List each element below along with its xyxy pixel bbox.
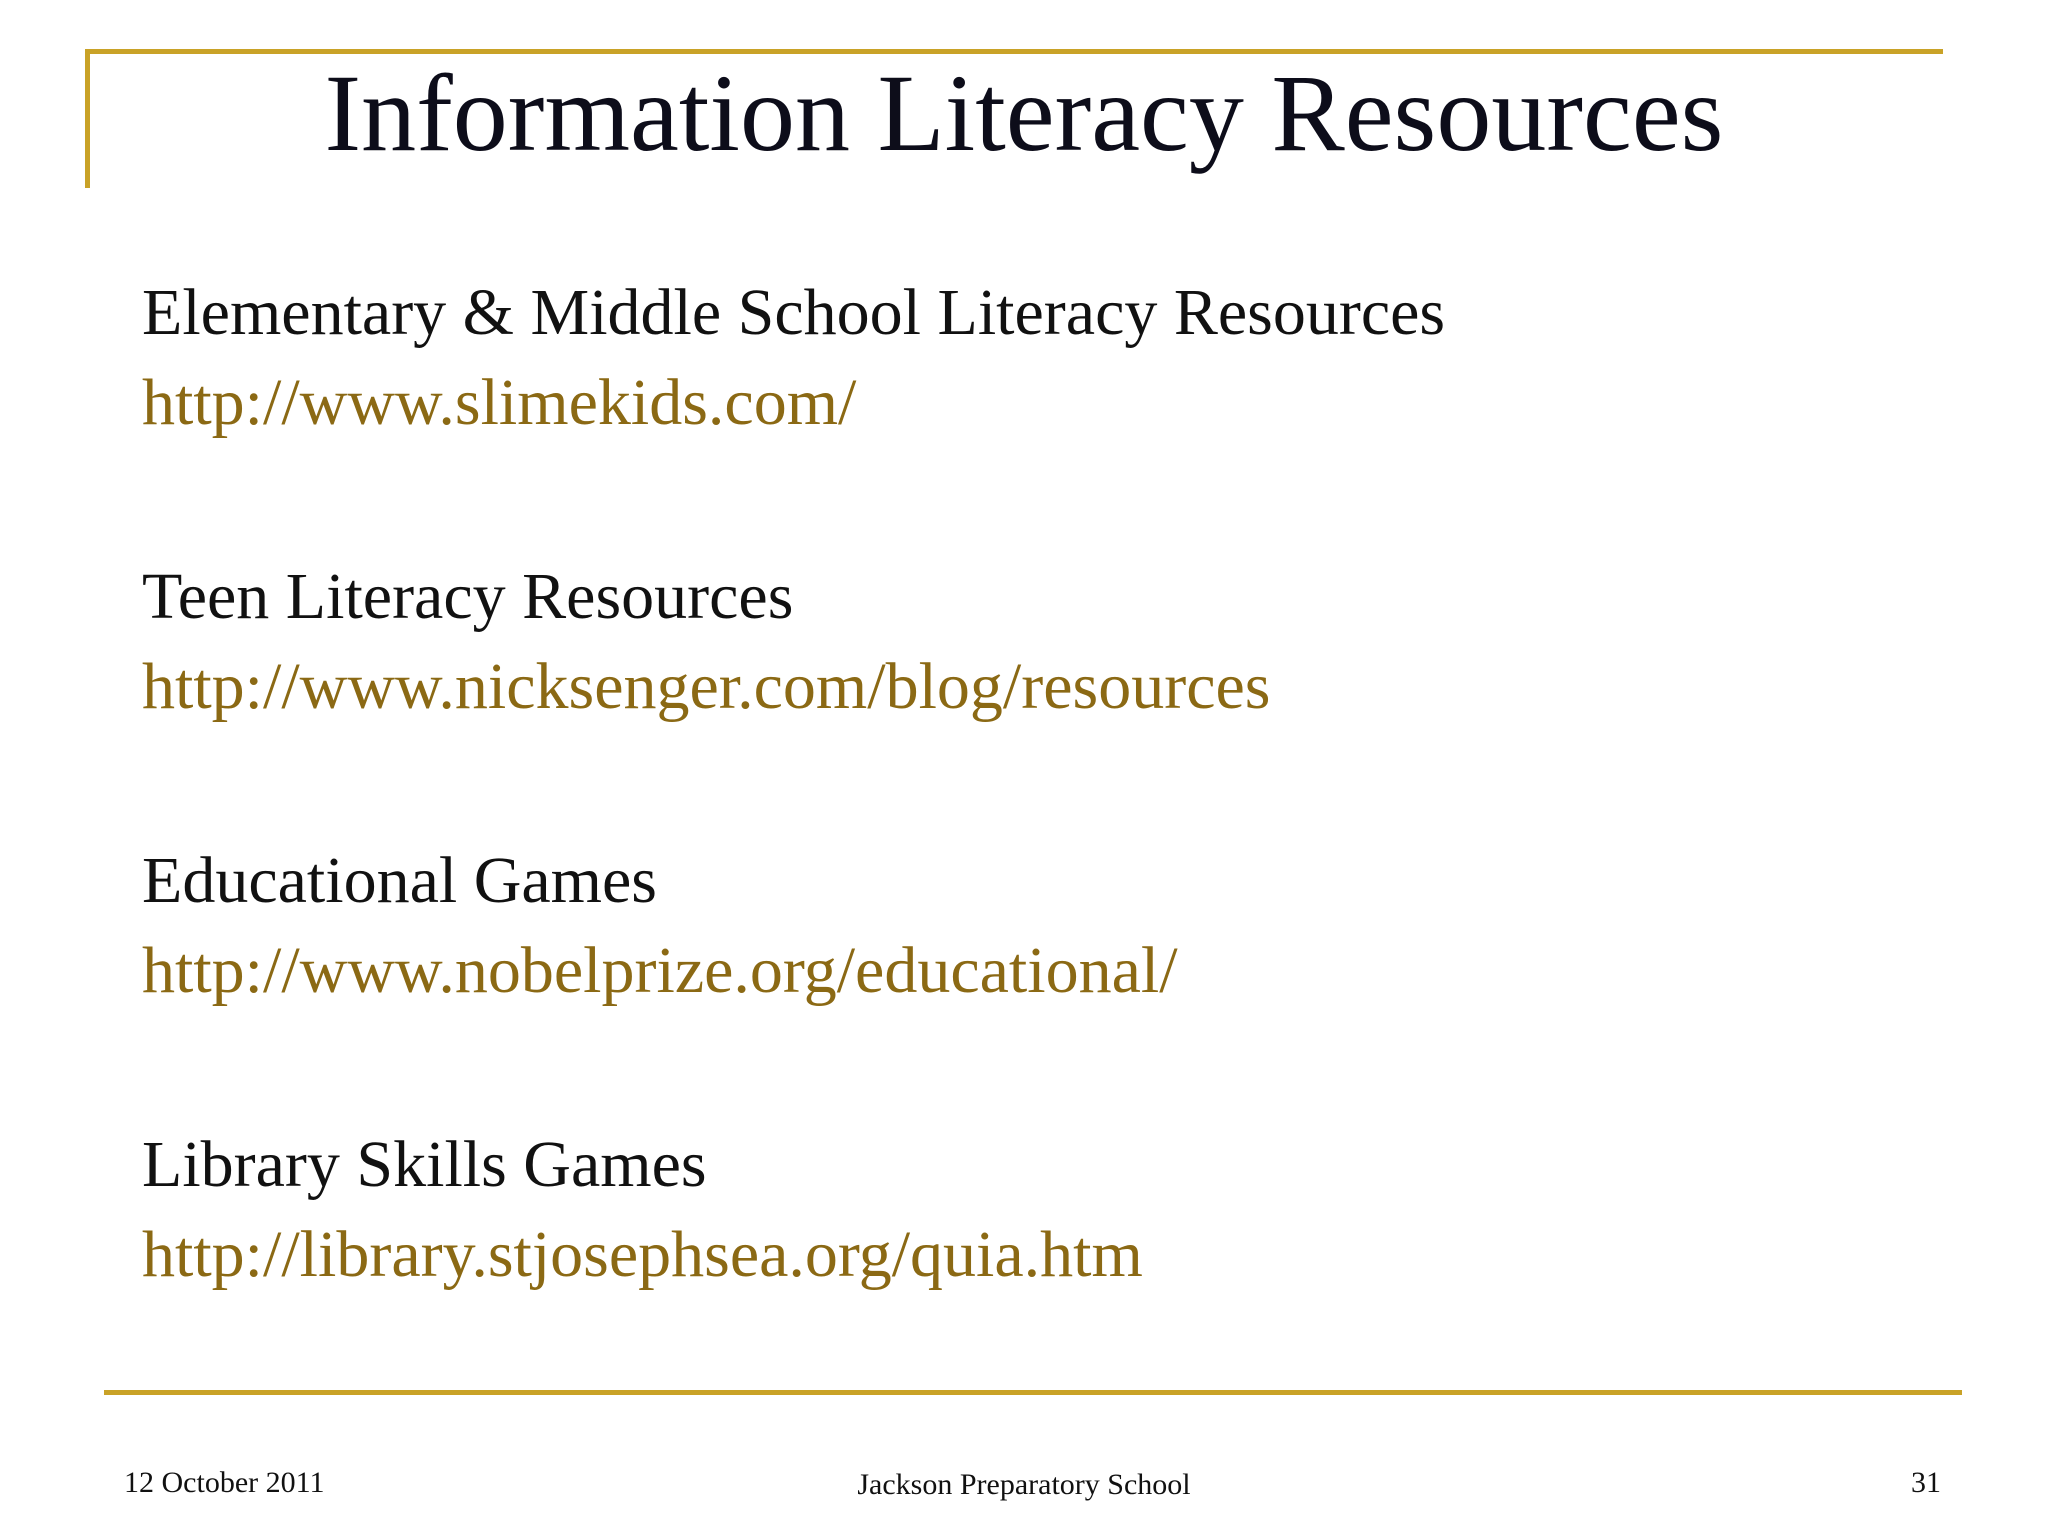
resource-link[interactable]: http://www.slimekids.com/ [142,366,857,439]
resource-section-elementary [142,268,1942,552]
footer-school-name: Jackson Preparatory School [857,1468,1191,1501]
resource-section-library-skills [142,1120,1942,1404]
slide-content [142,268,1942,1404]
section-heading: Library Skills Games [142,1128,707,1201]
resource-link[interactable]: http://library.stjosephsea.org/quia.htm [142,1218,1143,1291]
resource-link[interactable]: http://www.nicksenger.com/blog/resources [142,650,1271,723]
section-heading: Educational Games [142,844,657,917]
resource-section-educational-games [142,836,1942,1120]
resource-section-teen [142,552,1942,836]
footer-date: 12 October 2011 [124,1466,325,1499]
section-heading: Elementary & Middle School Literacy Resources [142,276,1446,349]
section-heading: Teen Literacy Resources [142,560,794,633]
bottom-rule [104,1390,1962,1395]
resource-link[interactable]: http://www.nobelprize.org/educational/ [142,934,1178,1007]
slide-number: 31 [1911,1466,1941,1499]
slide-title: Information Literacy Resources [324,52,1724,174]
